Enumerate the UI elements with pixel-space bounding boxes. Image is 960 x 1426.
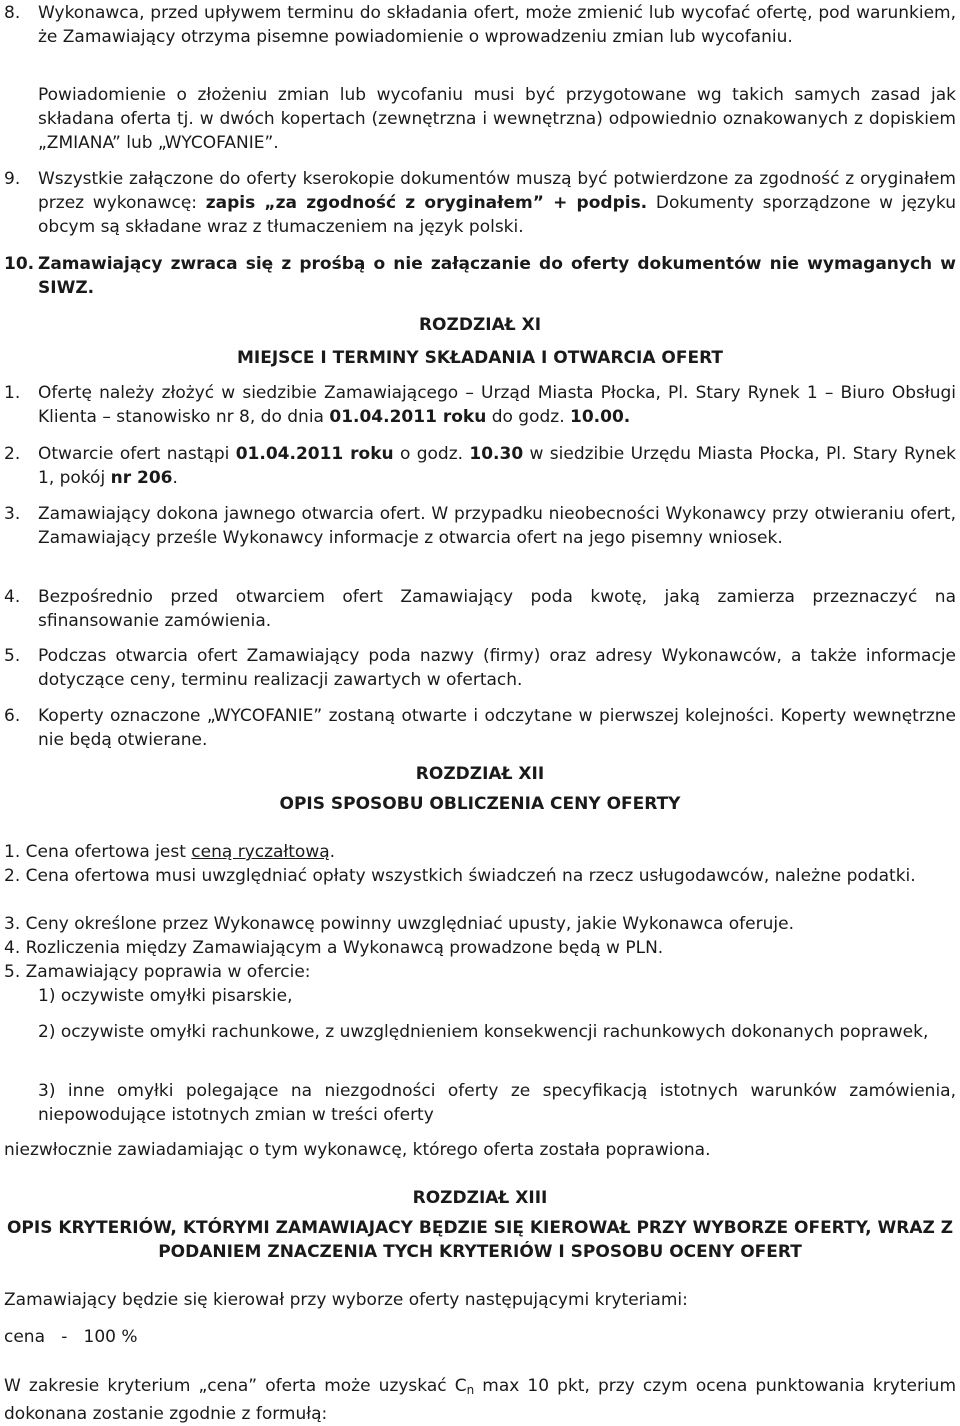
- item-number: 9.: [4, 169, 21, 189]
- ch11-item-5-text: Podczas otwarcia ofert Zamawiający poda nazwy (firmy) oraz adresy Wykonawców, a także informacje dotyczące ceny, terminu realizacji zawartych w ofertach.: [38, 646, 956, 690]
- ch13-paragraph-3: [4, 1374, 956, 1426]
- ch13-p3-text-cont: max 10 pkt, przy czym ocena punktowania kryterium dokonana zostanie zgodnie z formułą:: [4, 1376, 956, 1424]
- item-8-text: Wykonawca, przed upływem terminu do składania ofert, może zmienić lub wycofać ofertę, pod warunkiem, że Zamawiający otrzyma pisemne powiadomienie o wprowadzeniu zmian lub wycofaniu.: [38, 3, 956, 47]
- ch11-item-5: [4, 644, 956, 692]
- chapter-12-subtitle: OPIS SPOSOBU OBLICZENIA CENY OFERTY: [279, 794, 681, 814]
- ch11-item-1-date: 01.04.2011 roku: [329, 407, 487, 427]
- ch12-subpoint-2: 2) oczywiste omyłki rachunkowe, z uwzględnieniem konsekwencji rachunkowych dokonanych poprawek,: [38, 1022, 929, 1042]
- item-8-paragraph: Powiadomienie o złożeniu zmian lub wycofaniu musi być przygotowane wg takich samych zasad jak składana oferta tj. w dwóch kopertach (zewnętrzna i wewnętrzna) odpowiednio oznakowanych z dopiskiem „ZMIANA” lub „WYCOFANIE”.: [38, 85, 956, 153]
- ch13-p3-subscript: n: [466, 1383, 475, 1397]
- item-number: 4.: [4, 587, 21, 607]
- ch11-item-1: [4, 381, 956, 429]
- ch11-item-6-text: Koperty oznaczone „WYCOFANIE” zostaną otwarte i odczytane w pierwszej kolejności. Koperty wewnętrzne nie będą otwierane.: [38, 706, 956, 750]
- ch12-point-2: 2. Cena ofertowa musi uwzględniać opłaty wszystkich świadczeń na rzecz usługodawców, należne podatki.: [4, 866, 916, 886]
- list-item-9: [4, 167, 956, 239]
- item-number: 6.: [4, 706, 21, 726]
- ch11-item-1-text: Ofertę należy złożyć w siedzibie Zamawiającego – Urząd Miasta Płocka, Pl. Stary Rynek 1 – Biuro Obsługi Klienta – stanowisko nr 8, do dnia: [38, 383, 956, 427]
- chapter-12-title: ROZDZIAŁ XII: [415, 764, 545, 784]
- chapter-13-subtitle: OPIS KRYTERIÓW, KTÓRYMI ZAMAWIAJACY BĘDZIE SIĘ KIEROWAŁ PRZY WYBORZE OFERTY, WRAZ Z PODANIEM ZNACZENIA TYCH KRYTERIÓW I SPOSOBU OCENY OFERT: [6, 1218, 954, 1262]
- ch13-p3-text: W zakresie kryterium „cena” oferta może uzyskać C: [4, 1376, 467, 1396]
- item-9-text-cont: Dokumenty sporządzone w języku obcym są składane wraz z tłumaczeniem na język polski.: [38, 193, 956, 237]
- item-number: 3.: [4, 504, 21, 524]
- chapter-13-title: ROZDZIAŁ XIII: [412, 1188, 548, 1208]
- ch11-item-1-time: 10.00.: [570, 407, 631, 427]
- ch11-item-2-text-cont: o godz.: [393, 444, 470, 464]
- ch11-item-2-date: 01.04.2011 roku: [235, 444, 394, 464]
- item-9-text: Wszystkie załączone do oferty kserokopie dokumentów muszą być potwierdzone za zgodność z oryginałem przez wykonawcę:: [38, 169, 956, 213]
- ch11-item-1-text-cont: do godz.: [486, 407, 571, 427]
- ch11-item-4-text: Bezpośrednio przed otwarciem ofert Zamawiający poda kwotę, jaką zamierza przeznaczyć na sfinansowanie zamówienia.: [38, 587, 956, 631]
- ch11-item-2-room: nr 206: [110, 468, 173, 488]
- ch11-item-2-text: Otwarcie ofert nastąpi: [38, 444, 236, 464]
- item-number: 5.: [4, 646, 21, 666]
- ch12-point-1-underlined: ceną ryczałtową: [191, 842, 330, 862]
- item-number: 10.: [4, 254, 35, 274]
- list-item-8: [4, 1, 956, 49]
- ch11-item-2: [4, 442, 956, 490]
- ch12-subpoint-1: 1) oczywiste omyłki pisarskie,: [38, 986, 293, 1006]
- ch12-point-1: [4, 840, 956, 864]
- item-number: 1.: [4, 383, 21, 403]
- ch11-item-3: [4, 502, 956, 550]
- ch12-point-3: 3. Ceny określone przez Wykonawcę powinny uwzględniać upusty, jakie Wykonawca oferuje.: [4, 914, 794, 934]
- ch12-point-5: 5. Zamawiający poprawia w ofercie:: [4, 962, 311, 982]
- item-number: 2.: [4, 444, 21, 464]
- ch12-point-1-text: 1. Cena ofertowa jest: [4, 842, 192, 862]
- ch11-item-2-text-cont2: w siedzibie Urzędu Miasta Płocka, Pl. Stary Rynek 1, pokój: [38, 444, 956, 488]
- ch11-item-4: [4, 585, 956, 633]
- item-10-text: Zamawiający zwraca się z prośbą o nie załączanie do oferty dokumentów nie wymaganych w SIWZ.: [38, 254, 956, 298]
- list-item-10: [4, 252, 956, 300]
- ch11-item-6: [4, 704, 956, 752]
- ch11-item-2-period: .: [172, 468, 178, 488]
- ch12-closing: niezwłocznie zawiadamiając o tym wykonawcę, którego oferta została poprawiona.: [4, 1140, 711, 1160]
- ch11-item-3-text: Zamawiający dokona jawnego otwarcia ofert. W przypadku nieobecności Wykonawcy przy otwieraniu ofert, Zamawiający prześle Wykonawcy informacje z otwarcia ofert na jego pisemny wniosek.: [38, 504, 956, 548]
- chapter-11-title: ROZDZIAŁ XI: [418, 315, 542, 335]
- item-number: 8.: [4, 3, 21, 23]
- ch12-point-1-end: .: [329, 842, 336, 862]
- ch12-subpoint-3: 3) inne omyłki polegające na niezgodności oferty ze specyfikacją istotnych warunków zamówienia, niepowodujące istotnych zmian w treści oferty: [38, 1081, 956, 1125]
- ch12-point-4: 4. Rozliczenia między Zamawiającym a Wykonawcą prowadzone będą w PLN.: [4, 938, 664, 958]
- item-9-bold-text: zapis „za zgodność z oryginałem” + podpis.: [205, 193, 648, 213]
- chapter-11-subtitle: MIEJSCE I TERMINY SKŁADANIA I OTWARCIA OFERT: [236, 348, 724, 368]
- ch13-paragraph-1: Zamawiający będzie się kierował przy wyborze oferty następującymi kryteriami:: [4, 1290, 688, 1310]
- ch13-criterion: cena - 100 %: [4, 1327, 138, 1347]
- ch11-item-2-time: 10.30: [469, 444, 524, 464]
